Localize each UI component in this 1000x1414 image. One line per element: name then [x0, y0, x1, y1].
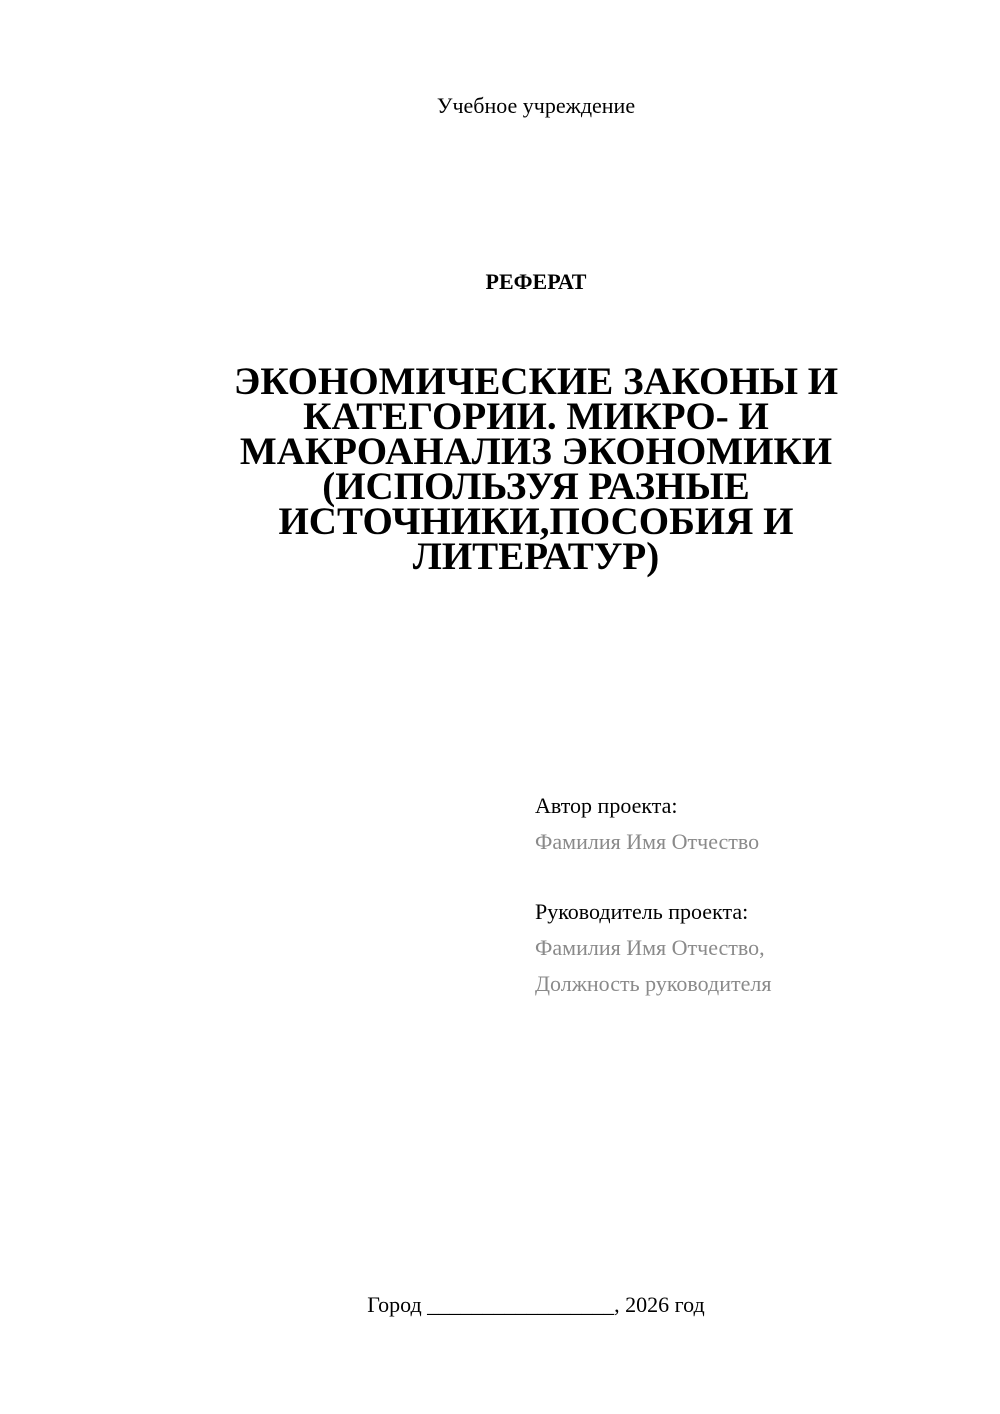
document-type-heading: РЕФЕРАТ: [485, 269, 587, 294]
document-title-line: (ИСПОЛЬЗУЯ РАЗНЫЕ: [322, 465, 750, 508]
credits-spacer: [535, 860, 975, 894]
supervisor-name: Фамилия Имя Отчество,: [535, 935, 765, 960]
author-label: Автор проекта:: [535, 793, 678, 818]
document-title-line: ЭКОНОМИЧЕСКИЕ ЗАКОНЫ И: [233, 360, 839, 403]
document-title: [218, 360, 854, 578]
document-title-line: ИСТОЧНИКИ,ПОСОБИЯ И: [278, 500, 794, 543]
document-title-line: ЛИТЕРАТУР): [412, 535, 660, 578]
author-name: Фамилия Имя Отчество: [535, 829, 760, 854]
city-year-line: Город _________________, 2026 год: [367, 1292, 705, 1317]
credits-block: [535, 788, 975, 1002]
supervisor-label: Руководитель проекта:: [535, 899, 749, 924]
document-title-line: КАТЕГОРИИ. МИКРО- И: [303, 395, 769, 438]
supervisor-position: Должность руководителя: [535, 971, 772, 996]
institution-name: Учебное учреждение: [436, 93, 636, 118]
document-title-line: МАКРОАНАЛИЗ ЭКОНОМИКИ: [239, 430, 833, 473]
